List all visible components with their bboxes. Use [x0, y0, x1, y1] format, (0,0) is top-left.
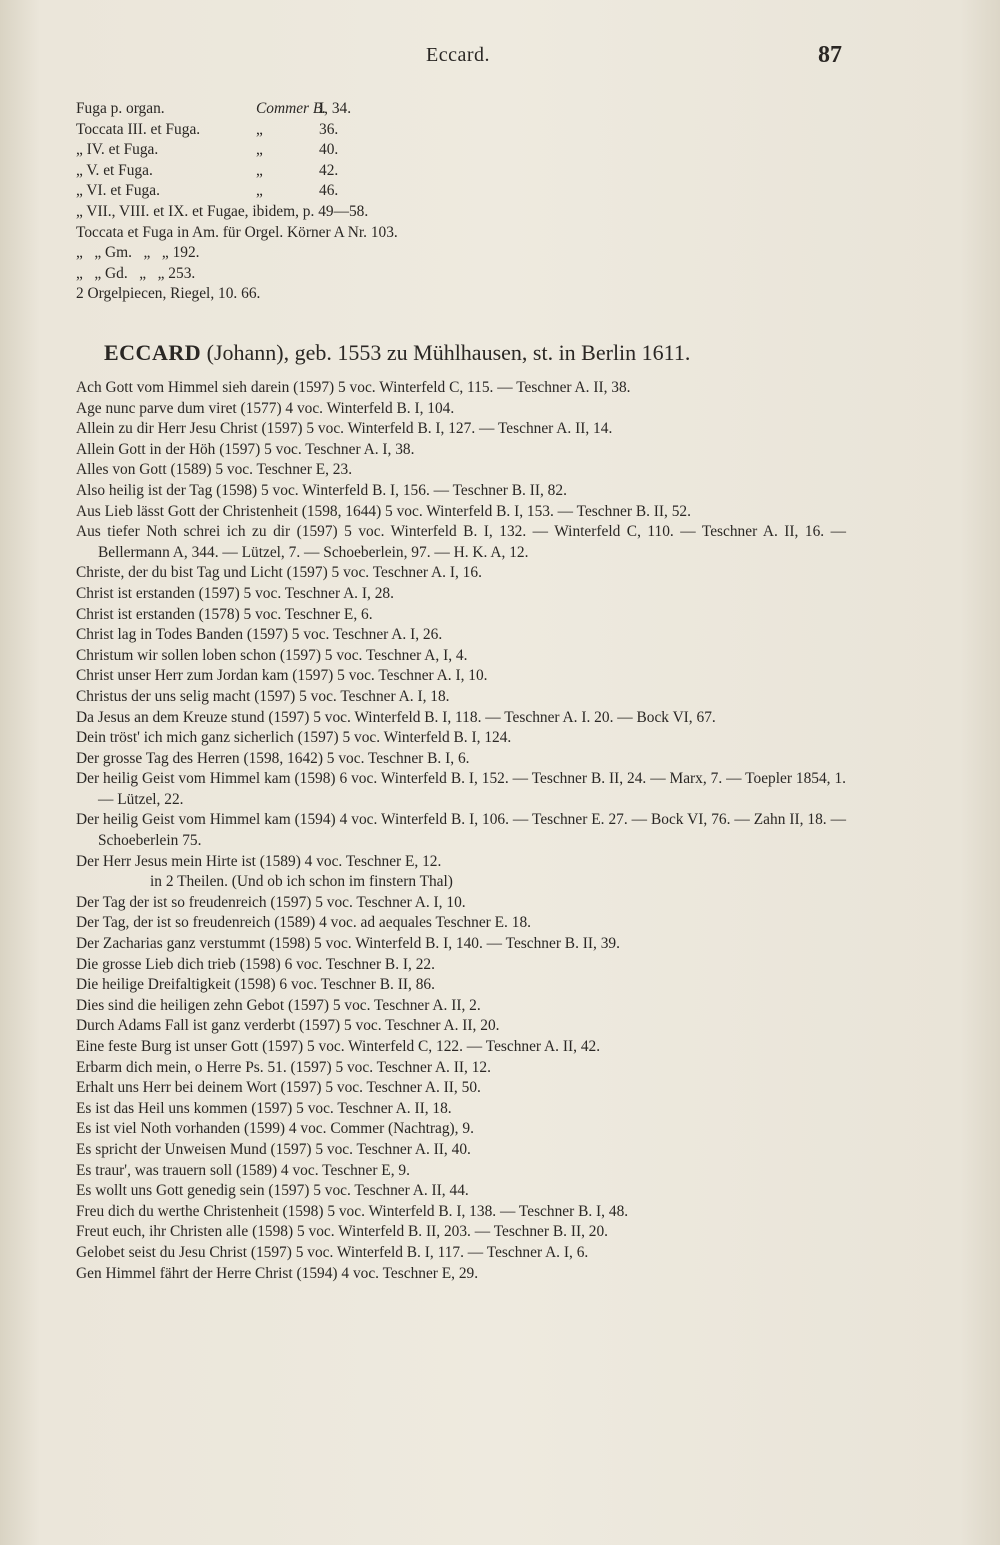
list-item: Der grosse Tag des Herren (1598, 1642) 5 voc. Teschner B. I, 6.: [76, 749, 470, 767]
list-item: Der Tag der ist so freudenreich (1597) 5 voc. Teschner A. I, 10.: [76, 893, 466, 911]
list-item: [76, 99, 846, 120]
list-item: Dies sind die heiligen zehn Gebot (1597) 5 voc. Teschner A. II, 2.: [76, 996, 481, 1014]
composer-heading: [104, 340, 690, 366]
list-item: Erhalt uns Herr bei deinem Wort (1597) 5 voc. Teschner A. II, 50.: [76, 1079, 481, 1097]
works-list-previous-author: [76, 99, 846, 305]
list-item: [76, 181, 846, 202]
list-item: Gelobet seist du Jesu Christ (1597) 5 voc. Winterfeld B. I, 117. — Teschner A. I, 6.: [76, 1243, 589, 1261]
works-list: [76, 378, 846, 1284]
work-title: Fuga p. organ.: [76, 100, 165, 117]
list-item: Christ ist erstanden (1597) 5 voc. Teschner A. I, 28.: [76, 584, 394, 602]
list-item: Erbarm dich mein, o Herre Ps. 51. (1597) 5 voc. Teschner A. II, 12.: [76, 1058, 491, 1076]
list-item: Christ lag in Todes Banden (1597) 5 voc. Teschner A. I, 26.: [76, 626, 443, 644]
list-item: Die heilige Dreifaltigkeit (1598) 6 voc. Teschner B. II, 86.: [76, 976, 435, 994]
running-head-title: Eccard.: [426, 44, 491, 66]
list-item: Aus Lieb lässt Gott der Christenheit (1598, 1644) 5 voc. Winterfeld B. I, 153. — Teschner B. II, 52.: [76, 502, 691, 520]
list-item: [76, 264, 846, 285]
list-item: Ach Gott vom Himmel sieh darein (1597) 5 voc. Winterfeld C, 115. — Teschner A. II, 38.: [76, 379, 631, 396]
list-item: Die grosse Lieb dich trieb (1598) 6 voc. Teschner B. I, 22.: [76, 955, 435, 973]
list-item: Christ unser Herr zum Jordan kam (1597) 5 voc. Teschner A. I, 10.: [76, 667, 488, 685]
list-item: in 2 Theilen. (Und ob ich schon im finstern Thal): [150, 873, 453, 891]
list-item: Also heilig ist der Tag (1598) 5 voc. Winterfeld B. I, 156. — Teschner B. II, 82.: [76, 481, 567, 499]
list-item: Eine feste Burg ist unser Gott (1597) 5 voc. Winterfeld C, 122. — Teschner A. II, 42.: [76, 1038, 601, 1055]
list-item: Christum wir sollen loben schon (1597) 5 voc. Teschner A, I, 4.: [76, 646, 468, 664]
work-source: Commer B.: [256, 100, 327, 117]
list-item: Dein tröst' ich mich ganz sicherlich (1597) 5 voc. Winterfeld B. I, 124.: [76, 729, 512, 747]
work-ref: I, 34.: [319, 100, 352, 117]
list-item: Age nunc parve dum viret (1577) 4 voc. Winterfeld B. I, 104.: [76, 399, 455, 417]
list-item: [76, 120, 846, 141]
list-item: Es ist das Heil uns kommen (1597) 5 voc. Teschner A. II, 18.: [76, 1099, 452, 1117]
work-title: „ V. et Fuga.: [76, 161, 153, 179]
ditto-mark: „: [256, 120, 263, 138]
list-item: Alles von Gott (1589) 5 voc. Teschner E, 23.: [76, 461, 353, 479]
list-item: Allein Gott in der Höh (1597) 5 voc. Teschner A. I, 38.: [76, 440, 415, 458]
work-title: „ IV. et Fuga.: [76, 141, 159, 159]
running-head: [0, 44, 1000, 74]
list-item: Der Herr Jesus mein Hirte ist (1589) 4 voc. Teschner E, 12.: [76, 852, 442, 870]
list-item: Der Zacharias ganz verstummt (1598) 5 voc. Winterfeld B. I, 140. — Teschner B. II, 39.: [76, 935, 620, 953]
ditto-mark: „: [256, 161, 263, 179]
work-ref: 40.: [319, 141, 339, 159]
work-title: Toccata III. et Fuga.: [76, 120, 201, 138]
list-item: Durch Adams Fall ist ganz verderbt (1597) 5 voc. Teschner A. II, 20.: [76, 1017, 500, 1035]
work-ref: 42.: [319, 161, 339, 179]
work-ref: 36.: [319, 120, 339, 138]
composer-name: ECCARD: [104, 340, 202, 365]
list-item: [76, 202, 846, 223]
work-entry: „ „ Gm. „ „ 192.: [76, 244, 200, 262]
list-item: Christ ist erstanden (1578) 5 voc. Teschner E, 6.: [76, 605, 373, 623]
list-item: Aus tiefer Noth schrei ich zu dir (1597) 5 voc. Winterfeld B. I, 132. — Winterfeld C, 110. — Teschner A. II, 16. — Bellermann A, 344. — Lützel, 7. — Schoeberlein, 97. — H. K. A, 12.: [76, 523, 846, 561]
list-item: Christe, der du bist Tag und Licht (1597) 5 voc. Teschner A. I, 16.: [76, 564, 482, 582]
work-ref: 46.: [319, 182, 339, 200]
list-item: Der heilig Geist vom Himmel kam (1598) 6 voc. Winterfeld B. I, 152. — Teschner B. II, 24. — Marx, 7. — Toepler 1854, 1. — Lützel, 22.: [76, 770, 846, 808]
list-item: Es wollt uns Gott genedig sein (1597) 5 voc. Teschner A. II, 44.: [76, 1182, 469, 1200]
list-item: Es ist viel Noth vorhanden (1599) 4 voc. Commer (Nachtrag), 9.: [76, 1120, 474, 1138]
list-item: Der Tag, der ist so freudenreich (1589) 4 voc. ad aequales Teschner E. 18.: [76, 914, 531, 932]
work-entry: „ VII., VIII. et IX. et Fugae, ibidem, p. 49—58.: [76, 202, 369, 220]
list-item: [76, 284, 846, 305]
list-item: [76, 223, 846, 244]
list-item: [76, 243, 846, 264]
list-item: Freut euch, ihr Christen alle (1598) 5 voc. Winterfeld B. II, 203. — Teschner B. II, 20.: [76, 1223, 609, 1241]
work-entry: „ „ Gd. „ „ 253.: [76, 264, 196, 282]
list-item: Da Jesus an dem Kreuze stund (1597) 5 voc. Winterfeld B. I, 118. — Teschner A. I. 20. — Bock VI, 67.: [76, 708, 716, 726]
list-item: [76, 140, 846, 161]
list-item: Es traur', was trauern soll (1589) 4 voc. Teschner E, 9.: [76, 1161, 410, 1179]
list-item: Gen Himmel fährt der Herre Christ (1594) 4 voc. Teschner E, 29.: [76, 1264, 479, 1282]
list-item: Es spricht der Unweisen Mund (1597) 5 voc. Teschner A. II, 40.: [76, 1140, 471, 1158]
ditto-mark: „: [256, 141, 263, 159]
list-item: Freu dich du werthe Christenheit (1598) 5 voc. Winterfeld B. I, 138. — Teschner B. I, 48.: [76, 1202, 629, 1220]
page-number: 87: [818, 42, 842, 68]
list-item: Der heilig Geist vom Himmel kam (1594) 4 voc. Winterfeld B. I, 106. — Teschner E. 27. — Bock VI, 76. — Zahn II, 18. — Schoeberlein 75.: [76, 811, 846, 850]
list-item: Allein zu dir Herr Jesu Christ (1597) 5 voc. Winterfeld B. I, 127. — Teschner A. II, 14.: [76, 420, 613, 438]
work-title: „ VI. et Fuga.: [76, 182, 160, 200]
list-item: [76, 161, 846, 182]
ditto-mark: „: [256, 182, 263, 200]
list-item: Christus der uns selig macht (1597) 5 voc. Teschner A. I, 18.: [76, 687, 450, 705]
composer-bio: (Johann), geb. 1553 zu Mühlhausen, st. in Berlin 1611.: [206, 340, 691, 365]
work-entry: Toccata et Fuga in Am. für Orgel. Körner A Nr. 103.: [76, 223, 398, 241]
work-entry: 2 Orgelpiecen, Riegel, 10. 66.: [76, 285, 261, 303]
